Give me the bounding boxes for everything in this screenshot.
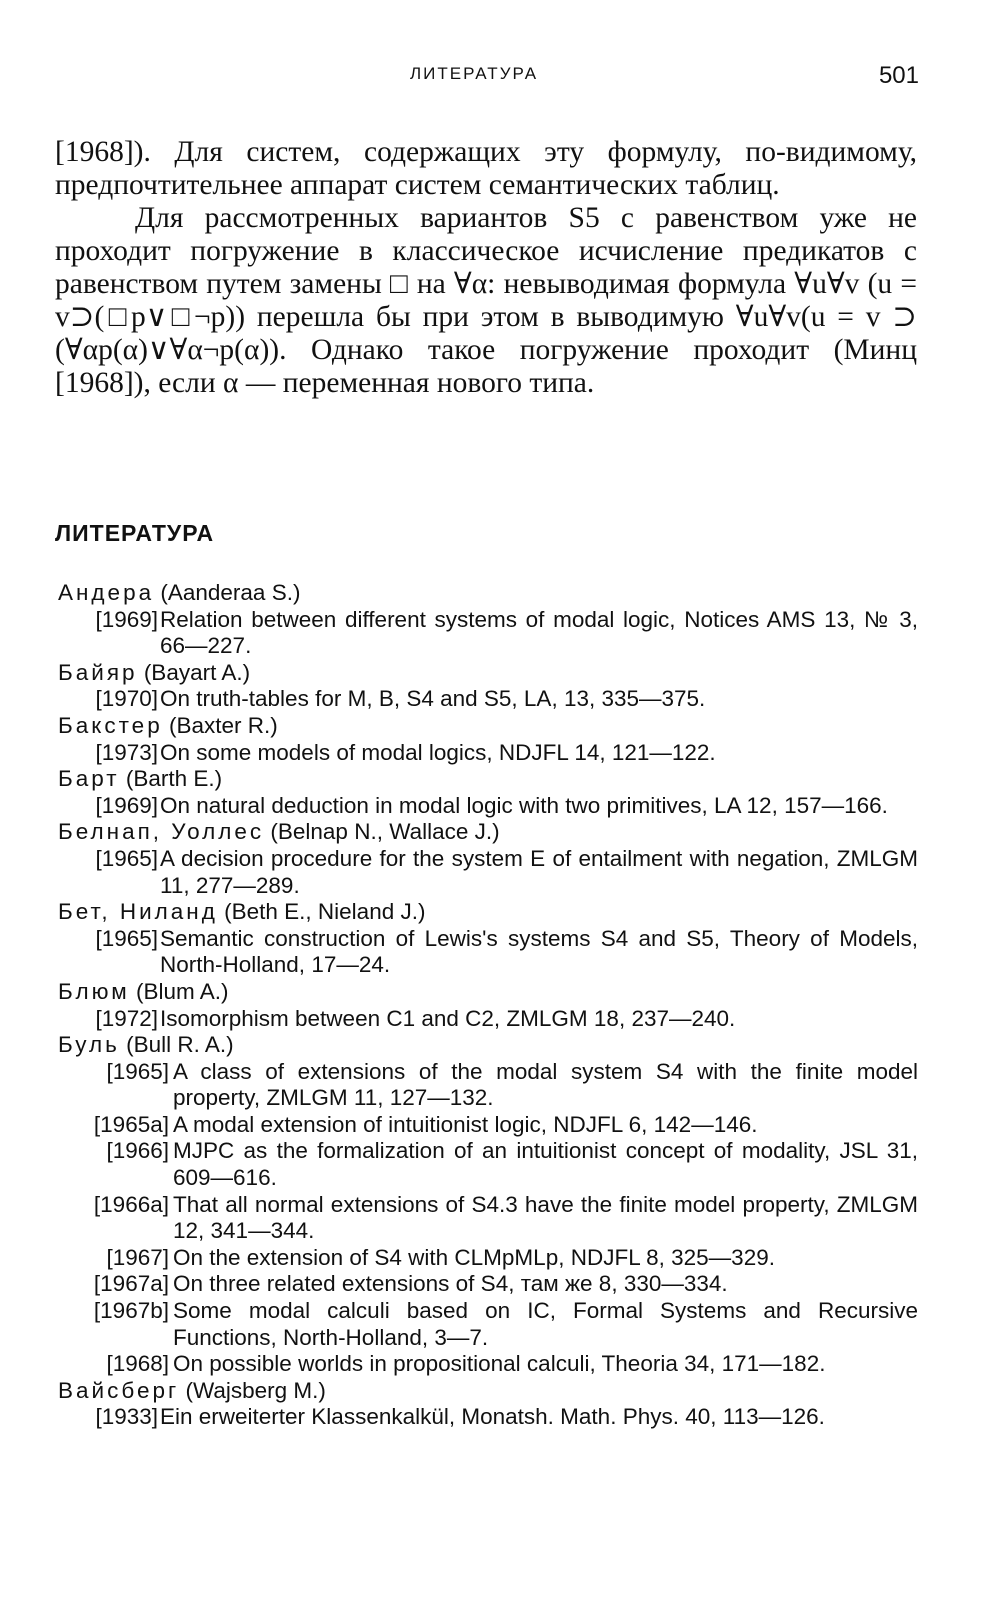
author-name: Вайсберг — [58, 1377, 180, 1403]
author-latin: (Bull R. A.) — [126, 1032, 234, 1058]
author-latin: (Baxter R.) — [168, 712, 278, 738]
page-number: 501 — [878, 62, 919, 89]
reference-entry — [58, 1245, 918, 1272]
author-name: Бакстер — [58, 712, 163, 738]
reference-entry — [58, 1112, 918, 1139]
author-name: Белнап, Уоллес — [58, 819, 265, 845]
reference-entry — [58, 1404, 918, 1431]
reference-year: [1933] — [95, 1404, 158, 1430]
reference-text: A modal extension of intuitionist logic, NDJFL 6, 142—146. — [173, 1111, 758, 1137]
running-title: ЛИТЕРАТУРА — [410, 64, 539, 83]
reference-year: [1969] — [95, 606, 158, 632]
reference-year: [1966a] — [93, 1191, 169, 1217]
reference-text: Ein erweiterter Klassenkalkül, Monatsh. Math. Phys. 40, 113—126. — [160, 1404, 825, 1430]
reference-text: On possible worlds in propositional calculi, Theoria 34, 171—182. — [173, 1351, 826, 1377]
author-name: Байяр — [58, 659, 138, 685]
reference-year: [1969] — [95, 792, 158, 818]
reference-year: [1967] — [106, 1244, 169, 1270]
reference-year: [1967b] — [93, 1298, 169, 1324]
reference-entry — [58, 1192, 918, 1245]
reference-text: On three related extensions of S4, там же 8, 330—334. — [173, 1271, 728, 1297]
reference-year: [1968] — [106, 1351, 169, 1377]
reference-year: [1965] — [95, 845, 158, 871]
author-heading — [58, 766, 918, 793]
author-latin: (Beth E., Nieland J.) — [224, 899, 426, 925]
reference-year: [1970] — [95, 686, 158, 712]
reference-text: On some models of modal logics, NDJFL 14, 121—122. — [160, 739, 716, 765]
author-latin: (Wajsberg M.) — [185, 1377, 326, 1403]
author-heading — [58, 660, 918, 687]
reference-text: A decision procedure for the system E of entailment with negation, ZMLGM 11, 277—289. — [160, 845, 918, 898]
reference-text: A class of extensions of the modal system S4 with the finite model property, ZMLGM 11, 127—132. — [173, 1058, 918, 1111]
author-latin: (Belnap N., Wallace J.) — [270, 819, 500, 845]
running-head — [0, 62, 991, 92]
author-heading — [58, 713, 918, 740]
bibliography-list — [58, 580, 918, 1431]
reference-year: [1966] — [106, 1138, 169, 1164]
reference-entry — [58, 1271, 918, 1298]
author-latin: (Aanderaa S.) — [160, 580, 301, 605]
author-latin: (Blum A.) — [136, 978, 229, 1004]
reference-entry — [58, 1059, 918, 1112]
reference-entry — [58, 686, 918, 713]
author-name: Барт — [58, 766, 120, 792]
reference-text: Some modal calculi based on IC, Formal Systems and Recursive Functions, North-Holland, 3—7. — [173, 1298, 918, 1350]
reference-year: [1967a] — [93, 1271, 169, 1297]
author-latin: (Bayart A.) — [143, 659, 251, 685]
reference-entry — [58, 1351, 918, 1378]
reference-text: On truth-tables for M, B, S4 and S5, LA, 13, 335—375. — [160, 686, 706, 712]
body-text — [55, 136, 917, 400]
reference-text: Isomorphism between C1 and C2, ZMLGM 18, 237—240. — [160, 1005, 736, 1031]
author-name: Бет, Нилaнд — [58, 899, 218, 925]
reference-text: That all normal extensions of S4.3 have the finite model property, ZMLGM 12, 341—344. — [173, 1191, 918, 1244]
author-heading — [58, 1378, 918, 1405]
reference-text: Semantic construction of Lewis's systems S4 and S5, Theory of Models, North-Holland, 17—24. — [160, 925, 918, 978]
reference-entry — [58, 793, 918, 820]
author-name: Блюм — [58, 978, 130, 1004]
author-heading — [58, 1032, 918, 1059]
bibliography-heading: ЛИТЕРАТУРА — [55, 520, 215, 546]
reference-year: [1972] — [95, 1005, 158, 1031]
author-heading — [58, 580, 918, 607]
paragraph: [1968]). Для систем, содержащих эту формулу, по-видимому, предпочтительнее аппарат систем семантических таблиц. — [55, 136, 917, 201]
reference-entry — [58, 1138, 918, 1191]
reference-text: MJPC as the formalization of an intuitionist concept of modality, JSL 31, 609—616. — [173, 1138, 918, 1191]
author-heading — [58, 979, 918, 1006]
reference-text: On the extension of S4 with CLMpMLp, NDJFL 8, 325—329. — [173, 1244, 775, 1270]
reference-year: [1973] — [95, 739, 158, 765]
author-heading — [58, 819, 918, 846]
reference-entry — [58, 740, 918, 767]
reference-text: Relation between different systems of modal logic, Notices AMS 13, № 3, 66—227. — [160, 606, 918, 659]
reference-entry — [58, 607, 918, 660]
reference-entry — [58, 1006, 918, 1033]
reference-year: [1965] — [106, 1058, 169, 1084]
paragraph: Для рассмотренных вариантов S5 с равенством уже не проходит погружение в классическое исчисление предикатов с равенством путем замены □ на ∀α: невыводимая формула ∀u∀v (u = v⊃(□p∨□¬p)) перешла бы при этом в выводимую ∀u∀v(u = v ⊃ (∀αp(α)∨∀α¬p(α)). Однако такое погружение проходит (Минц [1968]), если α — переменная нового типа. — [55, 202, 917, 399]
reference-entry — [58, 1298, 918, 1351]
author-latin: (Barth E.) — [125, 766, 223, 792]
author-name: Буль — [58, 1032, 120, 1058]
reference-year: [1965] — [95, 925, 158, 951]
reference-year: [1965a] — [93, 1111, 169, 1137]
reference-entry — [58, 846, 918, 899]
author-name: Андера — [58, 580, 155, 605]
reference-entry — [58, 926, 918, 979]
reference-text: On natural deduction in modal logic with two primitives, LA 12, 157—166. — [160, 792, 888, 818]
author-heading — [58, 899, 918, 926]
